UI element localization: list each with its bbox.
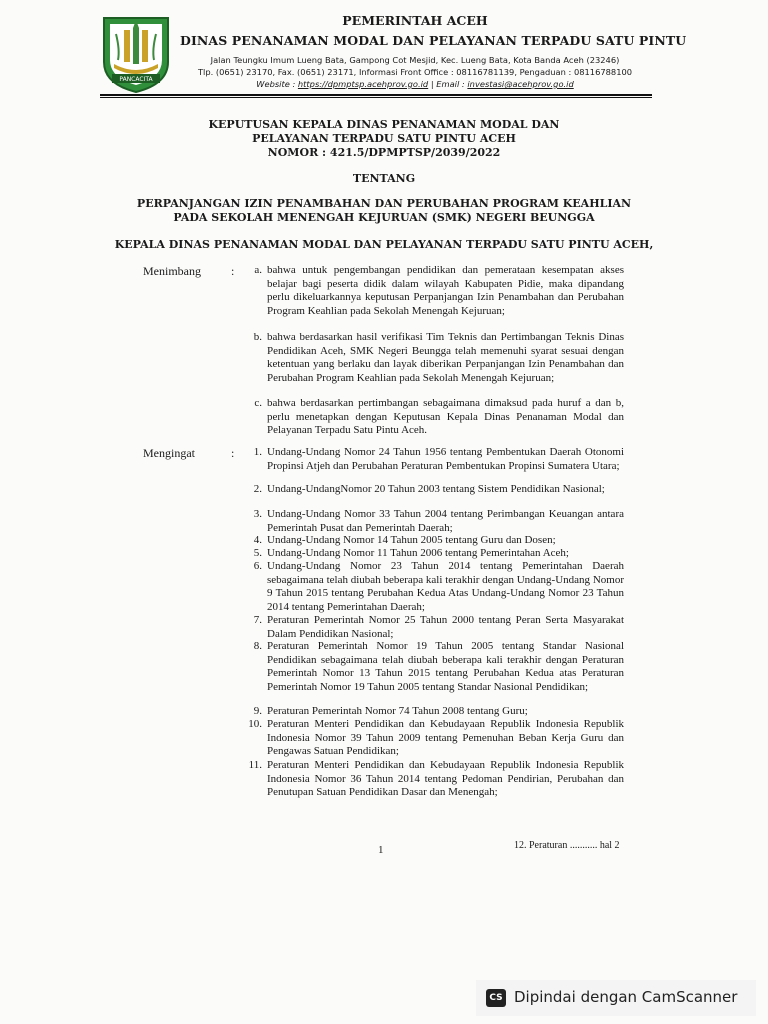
item-marker: 1.: [253, 446, 262, 458]
issuer-heading: KEPALA DINAS PENANAMAN MODAL DAN PELAYANAN TERPADU SATU PINTU ACEH,: [114, 238, 654, 251]
website-label: Website :: [256, 79, 298, 89]
menimbang-colon: :: [231, 264, 235, 278]
item-marker: c.: [254, 397, 262, 409]
mengingat-item: [240, 547, 624, 561]
camscanner-watermark: [476, 980, 756, 1016]
letterhead-address: Jalan Teungku Imum Lueng Bata, Gampong Cot Mesjid, Kec. Lueng Bata, Kota Banda Aceh (23246): [210, 55, 620, 65]
decree-title-line2: PELAYANAN TERPADU SATU PINTU ACEH: [252, 132, 516, 145]
item-text: Peraturan Pemerintah Nomor 74 Tahun 2008 tentang Guru;: [267, 705, 528, 717]
email-link[interactable]: investasi@acehprov.go.id: [467, 79, 574, 89]
letterhead-phones: Tlp. (0651) 23170, Fax. (0651) 23171, Informasi Front Office : 08116781139, Pengaduan : 08116788100: [197, 67, 633, 77]
item-marker: 6.: [253, 560, 262, 572]
item-text: Peraturan Pemerintah Nomor 19 Tahun 2005 tentang Standar Nasional Pendidikan sebagaimana telah diubah beberapa kali terakhir dengan Peraturan Pemerintah Nomor 13 Tahun 2015 tentang Perubahan Kedua atas Peraturan Pemerintah Nomor 19 Tahun 2005 tentang Standar Nasional Pendidikan;: [267, 640, 624, 693]
mengingat-colon: :: [231, 446, 235, 460]
subject-line2: PADA SEKOLAH MENENGAH KEJURUAN (SMK) NEGERI BEUNGGA: [173, 211, 595, 224]
item-marker: 10.: [248, 718, 262, 730]
item-text: Undang-Undang Nomor 24 Tahun 1956 tentang Pembentukan Daerah Otonomi Propinsi Atjeh dan Perubahan Peraturan Pembentukan Propinsi Sumatera Utara;: [267, 446, 624, 472]
website-link[interactable]: https://dpmptsp.acehprov.go.id: [297, 79, 429, 89]
item-marker: 2.: [253, 483, 262, 495]
decree-number: NOMOR : 421.5/DPMPTSP/2039/2022: [267, 146, 501, 159]
item-text: bahwa untuk pengembangan pendidikan dan pemerataan kesempatan akses belajar bagi peserta didik dalam wilayah Kabupaten Pidie, maka dipandang perlu dikeluarkannya keputusan Perpanjangan Izin Penambahan dan Perubahan Program Keahlian pada Sekolah Menengah Kejuruan;: [267, 264, 624, 317]
item-marker: 3.: [253, 508, 262, 520]
mengingat-item: [240, 534, 624, 548]
mengingat-item: [240, 718, 624, 759]
letterhead-web-email: [180, 79, 650, 89]
item-marker: 9.: [253, 705, 262, 717]
item-text: Peraturan Pemerintah Nomor 25 Tahun 2000 tentang Peran Serta Masyarakat Dalam Pendidikan Nasional;: [267, 614, 624, 640]
letterhead-rule-thin: [100, 97, 652, 98]
mengingat-item: [240, 614, 624, 641]
email-label: | Email :: [428, 79, 468, 89]
item-marker: 4.: [253, 534, 262, 546]
letterhead-rule-thick: [100, 94, 652, 96]
item-marker: a.: [254, 264, 262, 276]
tentang-heading: TENTANG: [352, 172, 416, 185]
mengingat-item: [240, 705, 624, 719]
item-text: Undang-Undang Nomor 23 Tahun 2014 tentang Pemerintahan Daerah sebagaimana telah diubah beberapa kali terakhir dengan Undang-Undang Nomor 9 Tahun 2015 tentang Perubahan Kedua Atas Undang-Undang Nomor 23 Tahun 2014 tentang Pemerintahan Daerah;: [267, 560, 624, 613]
item-marker: b.: [253, 331, 262, 343]
mengingat-item: [240, 483, 624, 497]
item-text: bahwa berdasarkan hasil verifikasi Tim Teknis dan Pertimbangan Teknis Dinas Pendidikan Aceh, SMK Negeri Beungga telah memenuhi syarat sesuai dengan ketentuan yang berlaku dan layak diberikan Perpanjangan Izin Penambahan dan Perubahan Program Keahlian pada Sekolah Menengah Kejuruan;: [267, 331, 624, 384]
item-marker: 11.: [248, 759, 262, 771]
item-text: Peraturan Menteri Pendidikan dan Kebudayaan Republik Indonesia Republik Indonesia Nomor 36 Tahun 2014 tentang Pedoman Pendirian, Perubahan dan Penutupan Satuan Pendidikan Dasar dan Menengah;: [267, 759, 624, 798]
mengingat-item: [240, 446, 624, 473]
item-text: Undang-Undang Nomor 14 Tahun 2005 tentang Guru dan Dosen;: [267, 534, 556, 546]
subject-line1: PERPANJANGAN IZIN PENAMBAHAN DAN PERUBAHAN PROGRAM KEAHLIAN: [136, 197, 632, 210]
continuation-note: 12. Peraturan ........... hal 2: [514, 840, 620, 851]
camscanner-icon: CS: [486, 989, 506, 1007]
letterhead-office: DINAS PENANAMAN MODAL DAN PELAYANAN TERPADU SATU PINTU: [180, 33, 687, 48]
mengingat-item: [240, 759, 624, 800]
mengingat-item: [240, 640, 624, 694]
item-text: Undang-UndangNomor 20 Tahun 2003 tentang Sistem Pendidikan Nasional;: [267, 483, 605, 495]
camscanner-text: Dipindai dengan CamScanner: [514, 988, 738, 1006]
mengingat-label: Mengingat: [143, 446, 195, 460]
item-marker: 8.: [253, 640, 262, 652]
item-marker: 7.: [253, 614, 262, 626]
decree-title-line1: KEPUTUSAN KEPALA DINAS PENANAMAN MODAL DAN: [208, 118, 560, 131]
menimbang-item: [240, 397, 624, 438]
page-number: 1: [378, 844, 384, 856]
item-text: bahwa berdasarkan pertimbangan sebagaimana dimaksud pada huruf a dan b, perlu menetapkan dengan Keputusan Kepala Dinas Penanaman Modal dan Pelayanan Terpadu Satu Pintu Aceh.: [267, 397, 624, 436]
item-text: Undang-Undang Nomor 33 Tahun 2004 tentang Perimbangan Keuangan antara Pemerintah Pusat dan Pemerintah Daerah;: [267, 508, 624, 534]
letterhead-gov: PEMERINTAH ACEH: [342, 13, 488, 28]
menimbang-item: [240, 331, 624, 385]
item-text: Peraturan Menteri Pendidikan dan Kebudayaan Republik Indonesia Republik Indonesia Nomor 39 Tahun 2009 tentang Pemenuhan Beban Kerja Guru dan Pengawas Satuan Pendidikan;: [267, 718, 624, 757]
item-text: Undang-Undang Nomor 11 Tahun 2006 tentang Pemerintahan Aceh;: [267, 547, 569, 559]
mengingat-item: [240, 508, 624, 535]
aceh-emblem-logo: [100, 14, 172, 94]
item-marker: 5.: [253, 547, 262, 559]
menimbang-item: [240, 264, 624, 318]
mengingat-item: [240, 560, 624, 614]
menimbang-label: Menimbang: [143, 264, 201, 278]
logo-motto: PANCACITA: [119, 76, 153, 83]
